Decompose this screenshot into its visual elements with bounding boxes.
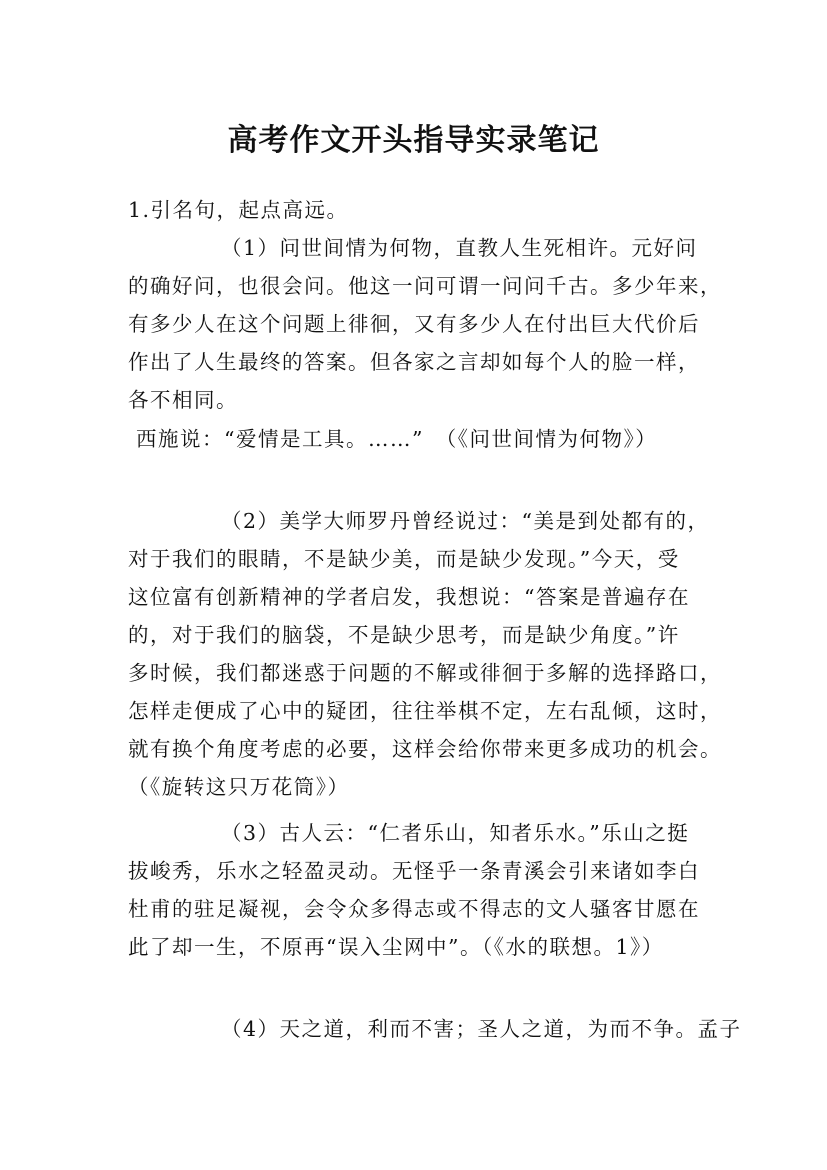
document-title: 高考作文开头指导实录笔记 xyxy=(227,123,600,159)
paragraph-1-line-4: 作出了人生最终的答案。但各家之言却如每个人的脸一样， xyxy=(128,350,700,374)
paragraph-2-line-2: 对于我们的眼睛，不是缺少美，而是缺少发现。”今天，受 xyxy=(128,547,680,571)
section-heading: 1.引名句，起点高远。 xyxy=(128,198,349,222)
paragraph-2-line-1: （2）美学大师罗丹曾经说过：“美是到处都有的， xyxy=(221,509,710,533)
paragraph-3-line-3: 杜甫的驻足凝视，会令众多得志或不得志的文人骚客甘愿在 xyxy=(128,897,700,921)
paragraph-2-line-3: 这位富有创新精神的学者启发，我想说：“答案是普遍存在 xyxy=(128,585,690,609)
paragraph-2-line-4: 的，对于我们的脑袋，不是缺少思考，而是缺少角度。”许 xyxy=(128,623,680,647)
paragraph-2-line-5: 多时候，我们都迷惑于问题的不解或徘徊于多解的选择路口， xyxy=(128,661,722,685)
paragraph-1-line-1: （1）问世间情为何物，直教人生死相许。元好问 xyxy=(221,236,698,260)
paragraph-1-line-5: 各不相同。 xyxy=(128,388,238,412)
paragraph-3-line-4: 此了却一生，不原再“误入尘网中”。（《水的联想。1》） xyxy=(128,935,664,959)
paragraph-1-quote-line: 西施说：“爱情是工具。……” （《问世间情为何物》） xyxy=(136,427,658,451)
paragraph-4-line-1: （4）天之道，利而不害；圣人之道，为而不争。孟子 xyxy=(221,1017,742,1041)
paragraph-3-line-2: 拔峻秀，乐水之轻盈灵动。无怪乎一条青溪会引来诸如李白 xyxy=(128,859,700,883)
paragraph-2-line-7: 就有换个角度考虑的必要，这样会给你带来更多成功的机会。 xyxy=(128,737,722,761)
paragraph-2-line-8: （《旋转这只万花筒》） xyxy=(128,775,350,799)
paragraph-1-line-2: 的确好问，也很会问。他这一问可谓一问问千古。多少年来， xyxy=(128,274,722,298)
paragraph-3-line-1: （3）古人云：“仁者乐山，知者乐水。”乐山之挺 xyxy=(221,821,690,845)
paragraph-2-line-6: 怎样走便成了心中的疑团，往往举棋不定，左右乱倾，这时， xyxy=(128,699,722,723)
paragraph-1-line-3: 有多少人在这个问题上徘徊，又有多少人在付出巨大代价后 xyxy=(128,312,700,336)
